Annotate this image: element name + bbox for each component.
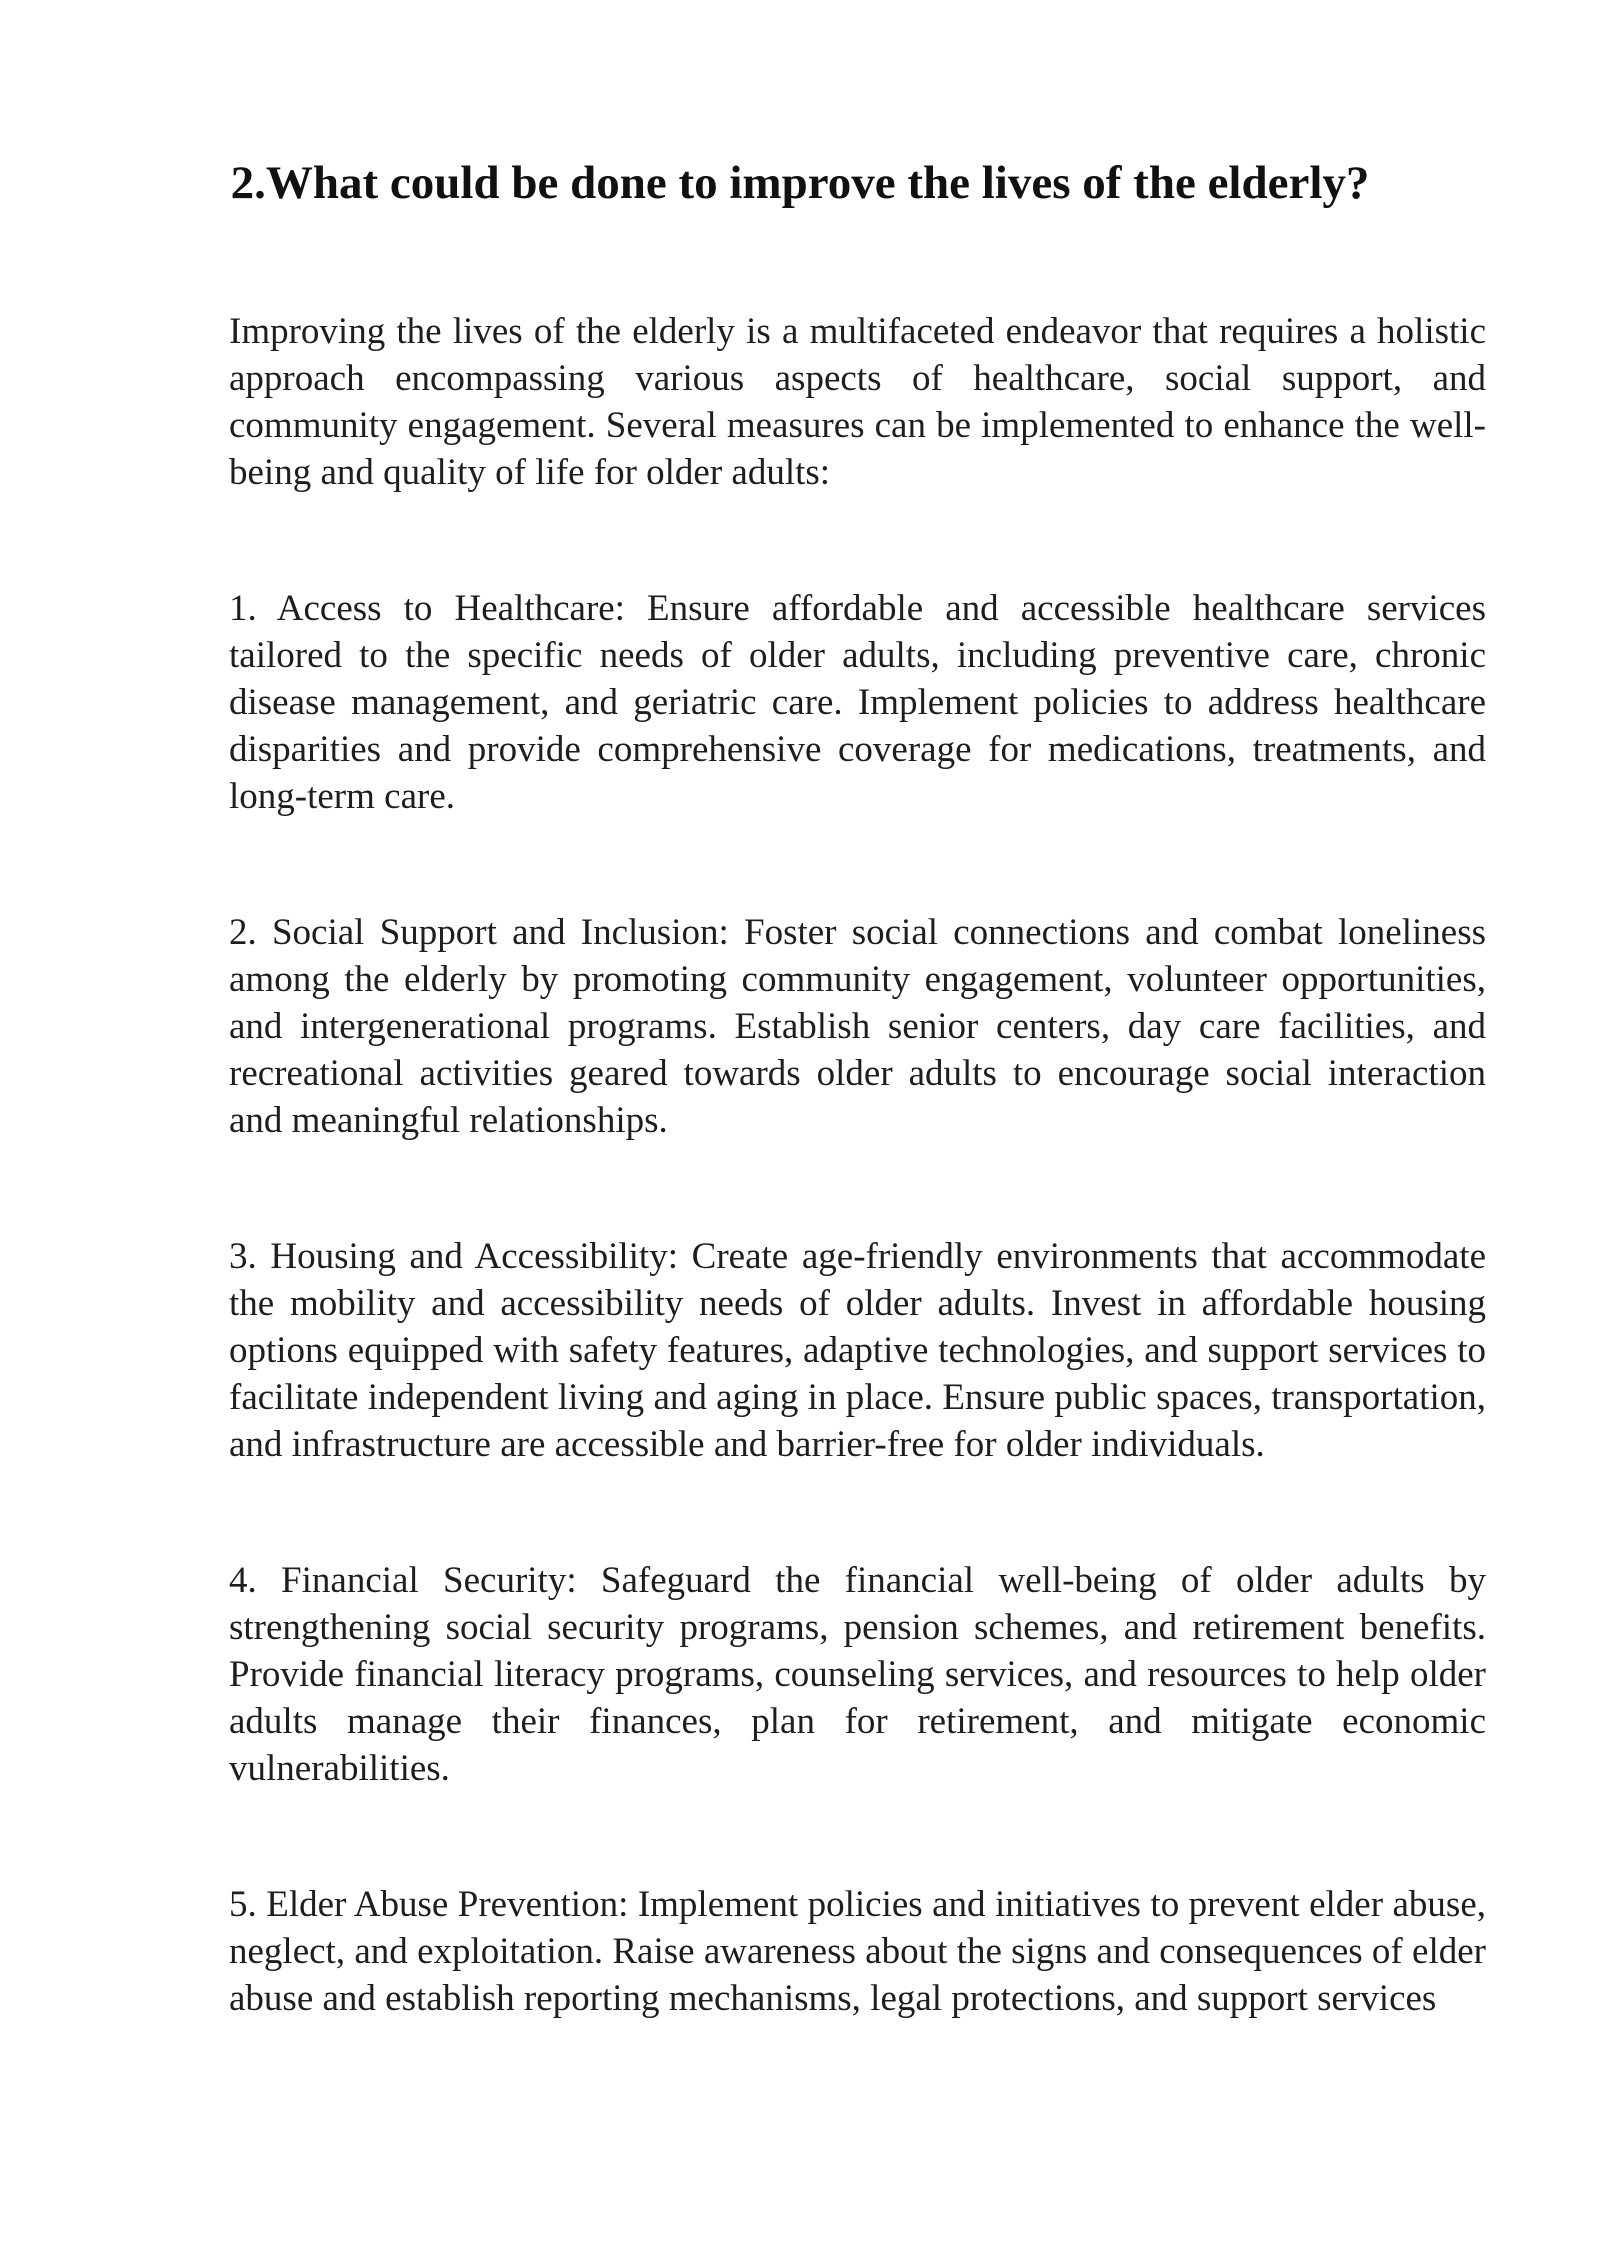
paragraph-elder-abuse-prevention: 5. Elder Abuse Prevention: Implement policies and initiatives to prevent elder abuse, neglect, and exploitation. Raise awareness about the signs and consequences of elder abuse and establish reporting mechanisms, legal protections, and support services — [229, 1884, 1486, 2019]
paragraph-financial-security: 4. Financial Security: Safeguard the financial well-being of older adults by strengthening social security programs, pension schemes, and retirement benefits. Provide financial literacy programs, counseling services, and resources to help older adults manage their finances, plan for retirement, and mitigate economic vulnerabilities. — [229, 1560, 1486, 1789]
paragraph-housing-accessibility: 3. Housing and Accessibility: Create age-friendly environments that accommodate the mobility and accessibility needs of older adults. Invest in affordable housing options equipped with safety features, adaptive technologies, and support services to facilitate independent living and aging in place. Ensure public spaces, transportation, and infrastructure are accessible and barrier-free for older individuals. — [229, 1236, 1486, 1465]
paragraph-access-to-healthcare: 1. Access to Healthcare: Ensure affordable and accessible healthcare services tailored to the specific needs of older adults, including preventive care, chronic disease management, and geriatric care. Implement policies to address healthcare disparities and provide comprehensive coverage for medications, treatments, and long-term care. — [229, 588, 1486, 817]
paragraph-social-support: 2. Social Support and Inclusion: Foster social connections and combat loneliness among the elderly by promoting community engagement, volunteer opportunities, and intergenerational programs. Establish senior centers, day care facilities, and recreational activities geared towards older adults to encourage social interaction and meaningful relationships. — [229, 912, 1486, 1141]
document-title: 2.What could be done to improve the lives of the elderly? — [230, 157, 1370, 209]
intro-paragraph: Improving the lives of the elderly is a multifaceted endeavor that requires a holistic approach encompassing various aspects of healthcare, social support, and community engagement. Several measures can be implemented to enhance the well-being and quality of life for older adults: — [229, 311, 1486, 493]
document-body — [229, 308, 1486, 2022]
